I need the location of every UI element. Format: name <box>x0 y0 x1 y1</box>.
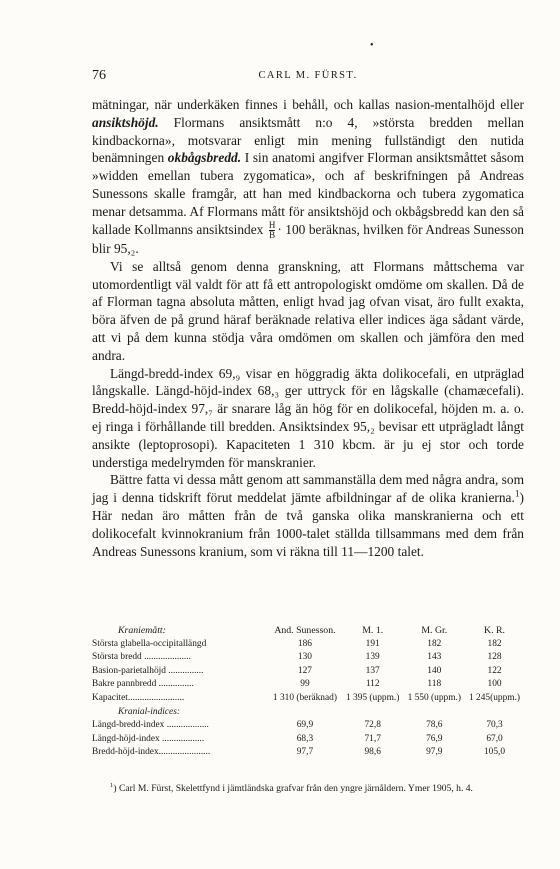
table-cell: 182 <box>427 638 442 649</box>
paragraph-3: Längd-bredd-index 69,₉ visar en höggradig äkta dolikocefali, en utpräglad långskalle. Längd-höjd-index 68,₃ ger uttryck för en lågskalle (chamæcefali). Bredd-höjd-index 97,₇ är snarare låg än hög för en dolikocefal, höjden m. a. o. ej ringa i förhållande till bredden. Ansiktsindex 95,₂ bevisar ett utprägladt långt ansikte (leptoprosopi). Kapaciteten 1 310 kbcm. är ju ej stor och torde understiga medelrymden för manskranier. <box>92 365 524 470</box>
paragraph-2: Vi se alltså genom denna granskning, att Flormans måttschema var utomordentligt väl valdt för att få ett antropologiskt omdöme om skallen. Då de af Florman tagna absoluta måtten, enligt hvad jag ofvan visat, äro fullt exakta, böra äfven de på grund häraf beräknade relativa eller indices äga sådant värde, att vi på dem kunna stödja våra omdömen om skallen och jämföra den med andra. <box>92 258 524 363</box>
table-cell: 118 <box>427 679 442 690</box>
table-row <box>92 678 524 692</box>
table-cell: 70,3 <box>486 720 503 731</box>
table-header-row <box>92 624 524 638</box>
table-cell: 97,9 <box>426 747 443 758</box>
table-cell: 186 <box>297 638 312 649</box>
table-section-row <box>92 706 524 720</box>
table-cell: 139 <box>365 652 380 663</box>
table-cell: Bakre pannbredd ............... <box>92 679 194 690</box>
term-okbagsbredd: okbågsbredd. <box>167 150 242 166</box>
fraction-denominator: B <box>269 230 276 240</box>
table-cell: Kapacitet........................ <box>92 692 185 703</box>
paragraph-1 <box>92 96 524 258</box>
table-cell: 100 <box>487 679 502 690</box>
footnote-mark: 1 <box>110 781 114 789</box>
table-cell: 69,9 <box>296 720 314 731</box>
body-text <box>92 96 524 560</box>
table-cell: Största bredd .................... <box>92 652 191 663</box>
page-number: 76 <box>92 68 106 83</box>
table-cell: 191 <box>365 638 380 649</box>
table-row <box>92 651 524 665</box>
footnote-ref: 1 <box>514 489 520 500</box>
top-dot: • <box>370 40 374 51</box>
table-row <box>92 692 524 706</box>
table-cell: 1 245(uppm.) <box>469 692 521 703</box>
table-header: And. Sunesson. <box>274 625 336 636</box>
table-cell: 67,0 <box>486 733 503 744</box>
table-cell: 130 <box>297 652 312 663</box>
table-row <box>92 665 524 679</box>
table-cell: 1 395 (uppm.) <box>345 692 400 703</box>
table-header: M. Gr. <box>421 625 448 636</box>
table-cell: 99 <box>300 679 310 690</box>
table-row <box>92 719 524 733</box>
table-cell: 127 <box>297 665 312 676</box>
table-cell: 122 <box>487 665 502 676</box>
table-header: Kraniemått: <box>118 625 166 636</box>
table-header: M. 1. <box>362 625 384 636</box>
measurement-table <box>92 624 524 760</box>
running-head: CARL M. FÜRST. <box>258 70 358 81</box>
footnote <box>92 782 524 795</box>
table-cell: 1 310 (beräknad) <box>272 692 337 703</box>
table-section-heading: Kranial-indices: <box>118 706 180 717</box>
table-cell: Basion-parietalhöjd ............... <box>92 665 204 676</box>
table-cell: 71,7 <box>364 733 381 744</box>
p1-text-a: mätningar, när underkäken finnes i behåll, och kallas nasion-mentalhöjd eller <box>92 97 524 112</box>
p4-text-b: ) Här nedan äro måtten från de två ganska olika manskranierna och ett dolikocefalt kvinnokranium från 1000-talet ställda tillsammans med dem från Andreas Sunessons kranium, som vi räkna till 11—1200 talet. <box>92 490 524 559</box>
page-header <box>92 68 524 86</box>
paragraph-4 <box>92 471 524 560</box>
table-cell: Största glabella-occipitallängd <box>92 638 207 649</box>
table-cell: 72,8 <box>364 720 381 731</box>
p4-text-a: Bättre fatta vi dessa mått genom att sammanställa dem med några andra, som jag i denna tidskrift förut meddelat jämte afbildningar af de olika kranierna. <box>92 472 524 506</box>
table-cell: 1 550 (uppm.) <box>407 692 461 703</box>
p1-text-b: Flormans ansiktsmått n:o 4, »största bredden mellan kindbackorna», motsvarar enligt min mening fullständigt den nutida benämningen <box>92 114 524 166</box>
term-ansiktshojd: ansiktshöjd. <box>92 114 159 130</box>
table-cell: 137 <box>365 665 380 676</box>
footnote-text <box>92 782 524 795</box>
table-row <box>92 638 524 652</box>
table-cell: 143 <box>427 652 442 663</box>
table-cell: Bredd-höjd-index...................... <box>92 747 211 758</box>
table-cell: 97,7 <box>296 747 314 758</box>
table-cell: 128 <box>487 652 502 663</box>
fraction-numerator: H <box>268 220 276 230</box>
p1-text-c: I sin anatomi angifver Florman ansiktsmåttet såsom »widden emellan tubera zygomatica», och af beskrifningen på Andreas Sunessons skalle framgår, att han med kindbackorna och tubera zygomatica menar detsamma. Af Flormans mått för ansiktshöjd och okbågsbredd kan den så kallade Kollmanns ansiktsindex <box>92 150 524 237</box>
table-cell: Längd-bredd-index .................. <box>92 720 209 731</box>
table-cell: Längd-höjd-index .................. <box>92 733 205 744</box>
table-cell: 76,9 <box>426 733 443 744</box>
p1-text-d: · 100 beräknas, hvilken för Andreas Sunesson blir 95,₂. <box>92 221 524 256</box>
table-cell: 78,6 <box>426 720 443 731</box>
table-cell: 105,0 <box>483 747 506 758</box>
footnote-body: ) Carl M. Fürst, Skelettfynd i jämtländska grafvar från den yngre järnåldern. Ymer 1905, h. 4. <box>113 783 473 794</box>
table-row <box>92 746 524 760</box>
table-cell: 112 <box>365 679 380 690</box>
table-cell: 182 <box>487 638 502 649</box>
table-cell: 68,3 <box>296 733 314 744</box>
table-cell: 140 <box>427 665 442 676</box>
table-row <box>92 733 524 747</box>
table-cell: 98,6 <box>364 747 381 758</box>
table-header: K. R. <box>484 625 506 636</box>
fraction <box>269 221 276 240</box>
